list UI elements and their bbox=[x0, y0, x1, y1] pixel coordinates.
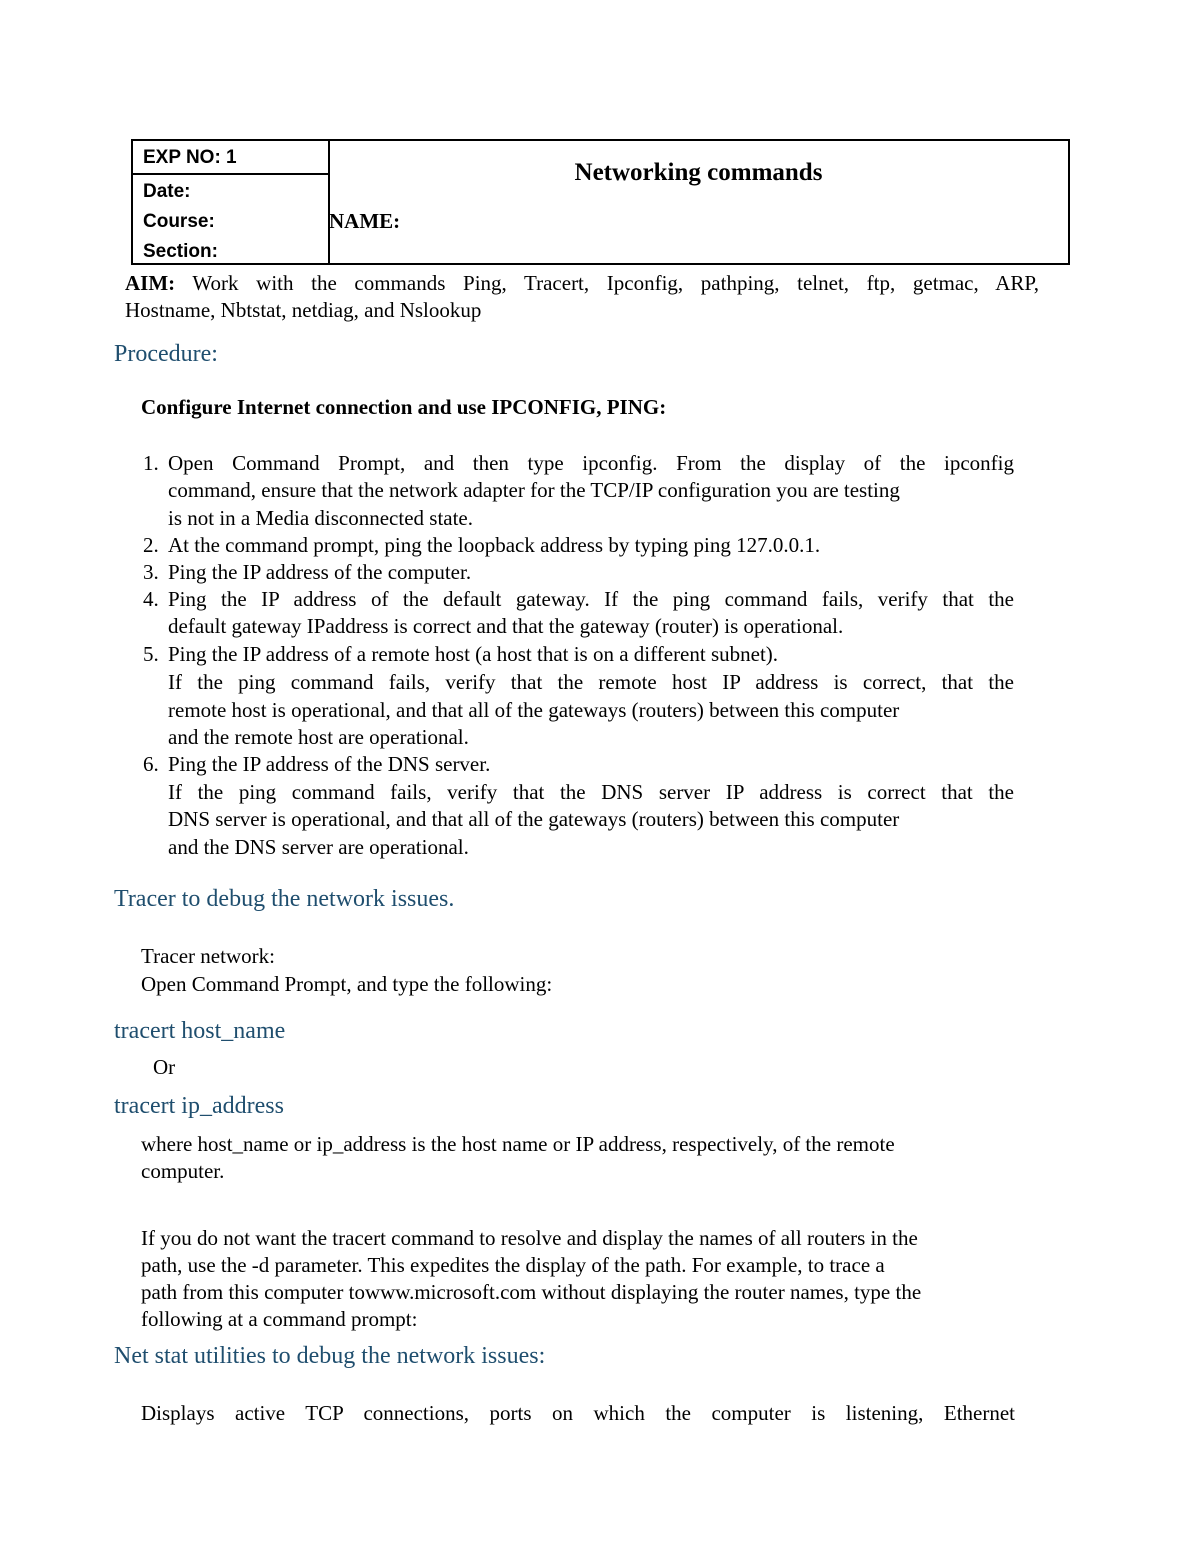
document-title: Networking commands bbox=[574, 159, 823, 186]
tracert-ipaddress-command: tracert ip_address bbox=[114, 1093, 284, 1119]
step-6-line-4: and the DNS server are operational. bbox=[168, 835, 469, 859]
where-line-2: computer. bbox=[141, 1159, 225, 1183]
step-5-line-3: remote host is operational, and that all of the gateways (routers) between this computer bbox=[168, 698, 900, 722]
course-label: Course: bbox=[143, 211, 215, 232]
step-number: 1. bbox=[143, 451, 159, 475]
tracer-heading: Tracer to debug the network issues. bbox=[114, 886, 455, 912]
tracert-hostname-command: tracert host_name bbox=[114, 1018, 286, 1044]
step-number: 4. bbox=[143, 587, 159, 611]
section-label: Section: bbox=[143, 241, 218, 262]
step-2-line-1: At the command prompt, ping the loopback address by typing ping 127.0.0.1. bbox=[168, 533, 821, 557]
step-1-line-3: is not in a Media disconnected state. bbox=[168, 506, 474, 530]
or-label: Or bbox=[153, 1055, 176, 1079]
step-6-line-3: DNS server is operational, and that all of the gateways (routers) between this computer bbox=[168, 807, 900, 831]
where-line-1: where host_name or ip_address is the host name or IP address, respectively, of the remote bbox=[141, 1132, 895, 1156]
tracer-para-line-4: following at a command prompt: bbox=[141, 1307, 418, 1331]
procedure-subheading: Configure Internet connection and use IPCONFIG, PING: bbox=[141, 395, 667, 419]
netstat-line-1: Displays active TCP connections, ports on which the computer is listening, Ethernet bbox=[141, 1401, 1015, 1425]
netstat-heading: Net stat utilities to debug the network issues: bbox=[114, 1343, 546, 1369]
step-number: 2. bbox=[143, 533, 159, 557]
table-divider-horizontal bbox=[133, 173, 329, 175]
step-number: 5. bbox=[143, 642, 159, 666]
step-number: 6. bbox=[143, 752, 159, 776]
aim-line-1 bbox=[125, 270, 1039, 297]
name-label: NAME: bbox=[329, 209, 401, 233]
step-number: 3. bbox=[143, 560, 159, 584]
step-1-line-2: command, ensure that the network adapter for the TCP/IP configuration you are testing bbox=[168, 478, 900, 502]
header-table bbox=[131, 139, 1070, 265]
tracer-para-line-2: path, use the -d parameter. This expedites the display of the path. For example, to trace a bbox=[141, 1253, 885, 1277]
tracer-para-line-1: If you do not want the tracert command to resolve and display the names of all routers in the bbox=[141, 1226, 918, 1250]
tracer-line-1: Tracer network: bbox=[141, 944, 275, 968]
step-5-line-4: and the remote host are operational. bbox=[168, 725, 469, 749]
procedure-heading: Procedure: bbox=[114, 341, 218, 367]
step-1-line-1: Open Command Prompt, and then type ipconfig. From the display of the ipconfig bbox=[168, 451, 1014, 475]
exp-no-label: EXP NO: 1 bbox=[143, 147, 237, 168]
step-5-line-2: If the ping command fails, verify that the remote host IP address is correct, that the bbox=[168, 670, 1014, 694]
step-6-line-1: Ping the IP address of the DNS server. bbox=[168, 752, 491, 776]
aim-text-1: Work with the commands Ping, Tracert, Ipconfig, pathping, telnet, ftp, getmac, ARP, bbox=[192, 271, 1039, 295]
tracer-line-2: Open Command Prompt, and type the following: bbox=[141, 972, 553, 996]
date-label: Date: bbox=[143, 181, 191, 202]
aim-label: AIM: bbox=[125, 271, 176, 295]
step-6-line-2: If the ping command fails, verify that the DNS server IP address is correct that the bbox=[168, 780, 1014, 804]
tracer-para-line-3: path from this computer towww.microsoft.com without displaying the router names, type the bbox=[141, 1280, 922, 1304]
step-4-line-2: default gateway IPaddress is correct and that the gateway (router) is operational. bbox=[168, 614, 844, 638]
step-4-line-1: Ping the IP address of the default gateway. If the ping command fails, verify that the bbox=[168, 587, 1014, 611]
step-3-line-1: Ping the IP address of the computer. bbox=[168, 560, 472, 584]
aim-line-2: Hostname, Nbtstat, netdiag, and Nslookup bbox=[125, 298, 482, 322]
step-5-line-1: Ping the IP address of a remote host (a host that is on a different subnet). bbox=[168, 642, 779, 666]
